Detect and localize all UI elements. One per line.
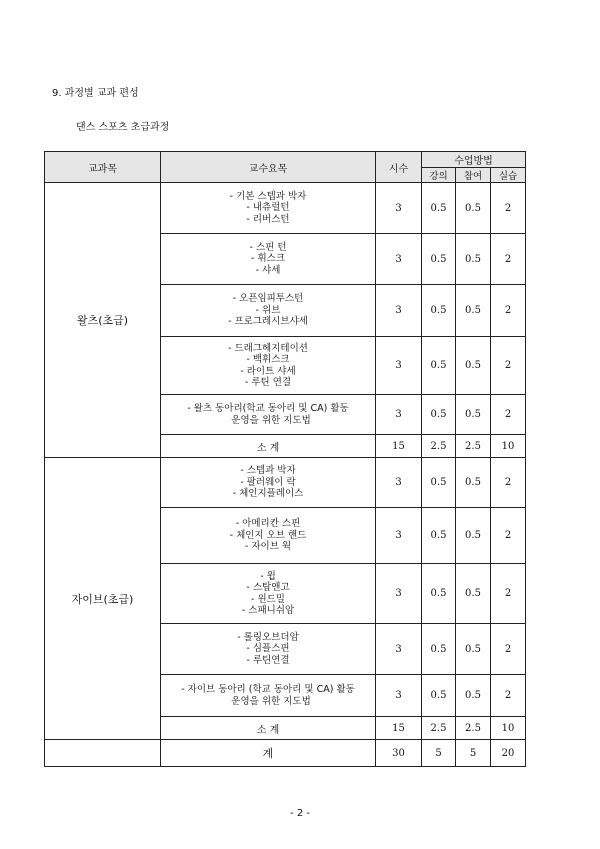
topics-cell bbox=[161, 458, 376, 508]
curriculum-table bbox=[44, 151, 526, 767]
topics-cell bbox=[161, 395, 376, 435]
total-lecture: 5 bbox=[422, 740, 456, 767]
topic-item: 운영을 위한 지도법 bbox=[225, 695, 311, 707]
topic-item: - 백휘스크 bbox=[246, 354, 290, 365]
table-row bbox=[45, 458, 526, 508]
header-subject: 교과목 bbox=[45, 152, 161, 183]
hours-cell: 3 bbox=[376, 458, 422, 508]
hours-cell: 3 bbox=[376, 564, 422, 624]
topic-item: - 체인지플레이스 bbox=[232, 488, 304, 500]
header-topics: 교수요목 bbox=[161, 152, 376, 183]
lecture-cell: 0.5 bbox=[422, 285, 456, 337]
lecture-cell: 0.5 bbox=[422, 234, 456, 285]
topics-cell bbox=[161, 624, 376, 675]
practice-cell: 2 bbox=[491, 508, 526, 564]
topic-item: - 위브 bbox=[255, 304, 281, 316]
lecture-cell: 0.5 bbox=[422, 337, 456, 395]
total-participation: 5 bbox=[456, 740, 491, 767]
practice-cell: 2 bbox=[491, 675, 526, 717]
participation-cell: 0.5 bbox=[456, 675, 491, 717]
topic-item: - 루틴 연결 bbox=[244, 377, 292, 388]
subtotal-participation: 2.5 bbox=[456, 717, 491, 740]
topic-item: - 자이브 웍 bbox=[244, 541, 292, 553]
participation-cell: 0.5 bbox=[456, 395, 491, 435]
topic-item: - 스텝과 박자 bbox=[240, 465, 296, 477]
lecture-cell: 0.5 bbox=[422, 624, 456, 675]
header-method: 수업방법 bbox=[422, 152, 526, 168]
header-practice: 실습 bbox=[491, 168, 526, 183]
total-label: 계 bbox=[161, 740, 376, 767]
subtotal-label: 소 계 bbox=[161, 717, 376, 740]
subtotal-label: 소 계 bbox=[161, 435, 376, 458]
topic-item: - 윈드밀 bbox=[251, 593, 285, 605]
topic-item: - 리버스턴 bbox=[246, 213, 290, 225]
subtotal-lecture: 2.5 bbox=[422, 717, 456, 740]
topic-item: - 휘스크 bbox=[251, 253, 285, 265]
topic-item: - 오픈임피투스턴 bbox=[232, 293, 304, 305]
lecture-cell: 0.5 bbox=[422, 508, 456, 564]
topic-item: - 심플스핀 bbox=[246, 643, 290, 655]
practice-cell: 2 bbox=[491, 395, 526, 435]
hours-cell: 3 bbox=[376, 337, 422, 395]
topic-item: - 라이트 샤세 bbox=[240, 365, 296, 377]
header-participation: 참여 bbox=[456, 168, 491, 183]
subject-cell: 자이브(초급) bbox=[45, 458, 161, 740]
topic-item: - 윕 bbox=[260, 570, 276, 582]
table-body bbox=[45, 183, 526, 767]
hours-cell: 3 bbox=[376, 183, 422, 234]
topic-item: - 팔러웨이 락 bbox=[240, 476, 296, 488]
topic-item: - 왈츠 동아리(학교 동아리 및 CA) 활동 bbox=[187, 403, 349, 414]
participation-cell: 0.5 bbox=[456, 508, 491, 564]
total-blank bbox=[45, 740, 161, 767]
participation-cell: 0.5 bbox=[456, 285, 491, 337]
topics-cell bbox=[161, 564, 376, 624]
topic-item: - 아메리칸 스핀 bbox=[235, 518, 301, 530]
topic-item: - 기본 스텝과 박자 bbox=[229, 190, 307, 202]
topic-item: - 스탑앤고 bbox=[246, 582, 290, 593]
participation-cell: 0.5 bbox=[456, 458, 491, 508]
total-practice: 20 bbox=[491, 740, 526, 767]
lecture-cell: 0.5 bbox=[422, 183, 456, 234]
total-row bbox=[45, 740, 526, 767]
practice-cell: 2 bbox=[491, 285, 526, 337]
topic-item: - 내츄럴턴 bbox=[246, 202, 290, 214]
subtotal-hours: 15 bbox=[376, 435, 422, 458]
hours-cell: 3 bbox=[376, 675, 422, 717]
participation-cell: 0.5 bbox=[456, 234, 491, 285]
hours-cell: 3 bbox=[376, 508, 422, 564]
subject-cell: 왈츠(초급) bbox=[45, 183, 161, 458]
topic-item: 운영을 위한 지도법 bbox=[225, 414, 311, 426]
subtotal-practice: 10 bbox=[491, 717, 526, 740]
topic-item: - 롤링오브더암 bbox=[237, 631, 299, 643]
participation-cell: 0.5 bbox=[456, 183, 491, 234]
lecture-cell: 0.5 bbox=[422, 395, 456, 435]
lecture-cell: 0.5 bbox=[422, 458, 456, 508]
total-hours: 30 bbox=[376, 740, 422, 767]
header-hours: 시수 bbox=[376, 152, 422, 183]
topics-cell bbox=[161, 285, 376, 337]
practice-cell: 2 bbox=[491, 183, 526, 234]
practice-cell: 2 bbox=[491, 458, 526, 508]
header-lecture: 강의 bbox=[422, 168, 456, 183]
practice-cell: 2 bbox=[491, 234, 526, 285]
participation-cell: 0.5 bbox=[456, 337, 491, 395]
hours-cell: 3 bbox=[376, 234, 422, 285]
topic-item: - 루틴연결 bbox=[246, 654, 290, 666]
topics-cell bbox=[161, 675, 376, 717]
table-row bbox=[45, 183, 526, 234]
hours-cell: 3 bbox=[376, 395, 422, 435]
topics-cell bbox=[161, 337, 376, 395]
hours-cell: 3 bbox=[376, 624, 422, 675]
subtotal-hours: 15 bbox=[376, 717, 422, 740]
lecture-cell: 0.5 bbox=[422, 675, 456, 717]
topics-cell bbox=[161, 183, 376, 234]
section-title: 9. 과정별 교과 편성 bbox=[52, 88, 139, 99]
participation-cell: 0.5 bbox=[456, 564, 491, 624]
topics-cell bbox=[161, 508, 376, 564]
topic-item: - 샤세 bbox=[255, 264, 281, 276]
topic-item: - 스패니쉬암 bbox=[241, 605, 295, 616]
topic-item: - 스핀 턴 bbox=[249, 241, 287, 253]
hours-cell: 3 bbox=[376, 285, 422, 337]
participation-cell: 0.5 bbox=[456, 624, 491, 675]
page-number: - 2 - bbox=[290, 808, 310, 819]
practice-cell: 2 bbox=[491, 624, 526, 675]
practice-cell: 2 bbox=[491, 337, 526, 395]
topic-item: - 체인지 오브 핸드 bbox=[229, 529, 307, 541]
subtotal-practice: 10 bbox=[491, 435, 526, 458]
subtotal-lecture: 2.5 bbox=[422, 435, 456, 458]
course-title: 댄스 스포츠 초급과정 bbox=[76, 122, 170, 133]
practice-cell: 2 bbox=[491, 564, 526, 624]
topic-item: - 자이브 동아리 (학교 동아리 및 CA) 활동 bbox=[181, 684, 355, 695]
topic-item: - 드래그헤지테이션 bbox=[228, 342, 308, 354]
topic-item: - 프로그레시브샤세 bbox=[228, 316, 308, 328]
lecture-cell: 0.5 bbox=[422, 564, 456, 624]
subtotal-participation: 2.5 bbox=[456, 435, 491, 458]
topics-cell bbox=[161, 234, 376, 285]
